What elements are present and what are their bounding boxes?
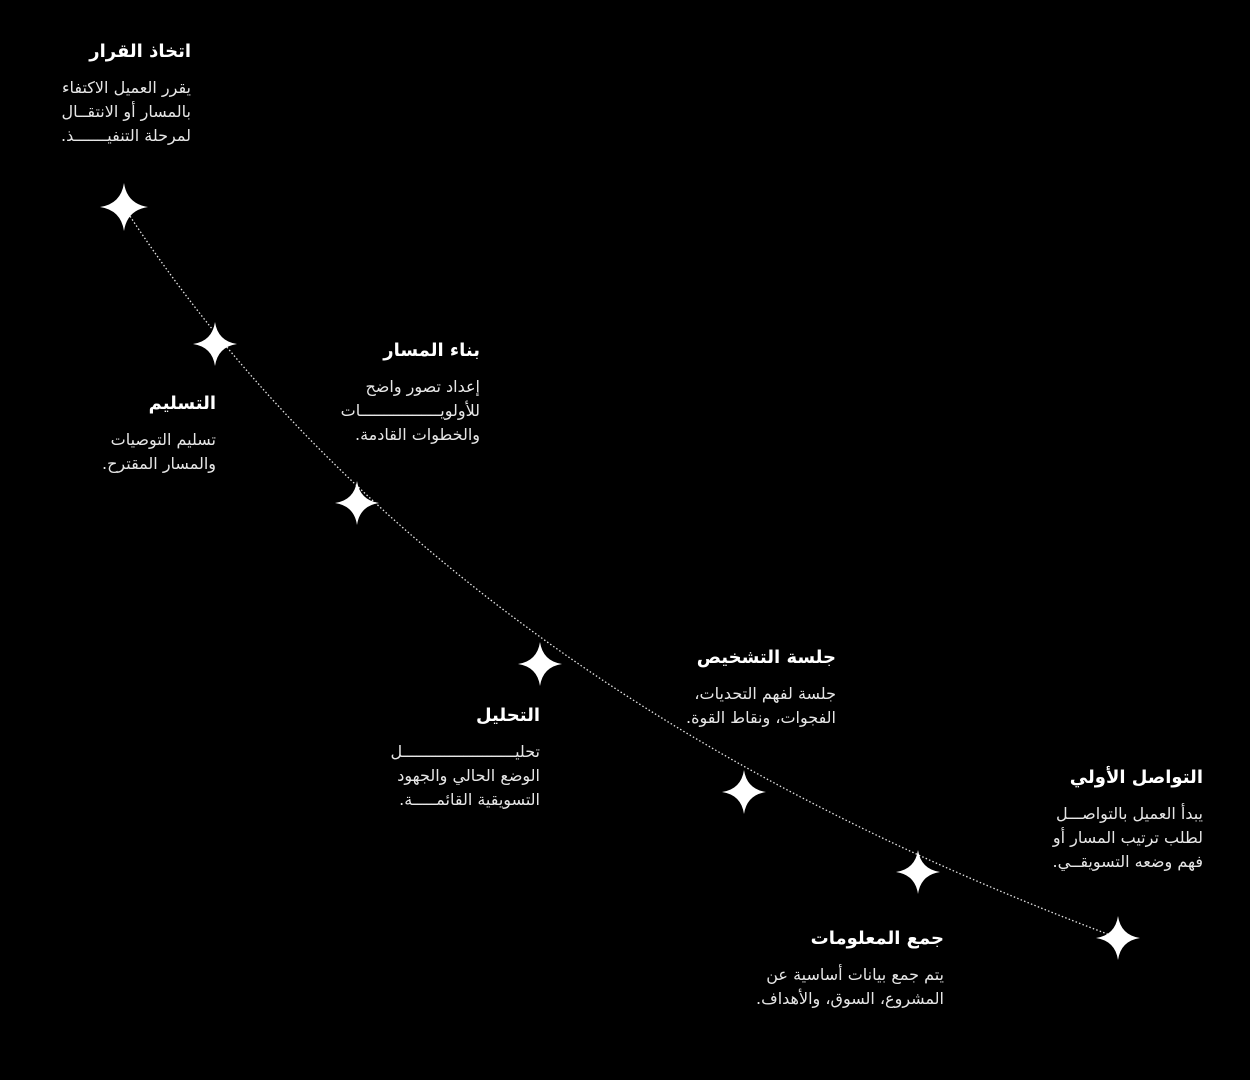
step-description-line: بالمسار أو الانتقــال <box>61 102 191 121</box>
step-description <box>756 963 944 1011</box>
step-title: التحليل <box>475 705 540 726</box>
step-title: التسليم <box>148 393 216 414</box>
step-title: اتخاذ القرار <box>89 41 191 62</box>
step-description <box>341 375 480 447</box>
step-path-building <box>341 339 480 447</box>
step-description-line: إعداد تصور واضح <box>365 377 480 396</box>
step-analysis <box>390 704 540 812</box>
step-description-line: تحليــــــــــــــــــــــــل <box>390 742 540 761</box>
step-title: التواصل الأولي <box>1069 767 1203 788</box>
journey-path <box>124 207 1118 938</box>
step-delivery <box>102 392 216 476</box>
step-description <box>102 428 216 476</box>
step-description <box>686 682 836 730</box>
step-title: جلسة التشخيص <box>696 647 836 668</box>
step-description <box>390 740 540 812</box>
step-info-gathering <box>756 927 944 1011</box>
step-diagnosis-session <box>686 646 836 730</box>
journey-markers <box>100 183 1140 960</box>
step-description-line: يقرر العميل الاكتفاء <box>61 78 191 97</box>
step-description-line: لطلب ترتيب المسار أو <box>1052 828 1203 847</box>
sparkle-star-icon <box>722 770 766 814</box>
step-description-line: المشروع، السوق، والأهداف. <box>756 989 944 1008</box>
step-description-line: والخطوات القادمة. <box>354 425 480 444</box>
step-description-line: يتم جمع بيانات أساسية عن <box>766 965 944 984</box>
step-description <box>1053 802 1203 874</box>
step-decision <box>61 40 191 148</box>
step-description-line: الفجوات، ونقاط القوة. <box>686 708 836 727</box>
sparkle-star-icon <box>896 850 940 894</box>
step-description-line: والمسار المقترح. <box>102 454 216 473</box>
sparkle-star-icon <box>193 322 237 366</box>
step-description-line: التسويقية القائمـــــة. <box>399 790 540 809</box>
step-description-line: الوضع الحالي والجهود <box>397 766 540 785</box>
step-description-line: للأولويـــــــــــــــــات <box>340 401 480 420</box>
step-description <box>61 76 191 148</box>
step-title: جمع المعلومات <box>810 928 944 949</box>
sparkle-star-icon <box>1096 916 1140 960</box>
step-description-line: تسليم التوصيات <box>110 430 216 449</box>
step-description-line: جلسة لفهم التحديات، <box>694 684 836 703</box>
sparkle-star-icon <box>100 183 148 231</box>
sparkle-star-icon <box>518 642 562 686</box>
step-title: بناء المسار <box>383 340 480 361</box>
step-description-line: فهم وضعه التسويقــي. <box>1052 852 1203 871</box>
step-initial-contact <box>1053 766 1203 874</box>
sparkle-star-icon <box>335 481 379 525</box>
step-description-line: يبدأ العميل بالتواصـــل <box>1055 804 1203 823</box>
step-description-line: لمرحلة التنفيـــــــذ. <box>61 126 191 145</box>
